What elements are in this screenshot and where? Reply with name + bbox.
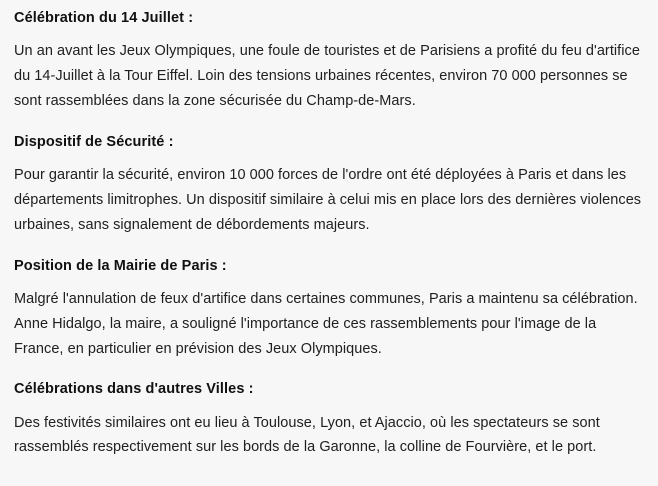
section-paragraph: Des festivités similaires ont eu lieu à Toulouse, Lyon, et Ajaccio, où les spectateurs se sont rassemblés respectivement sur les bords de la Garonne, la colline de Fourvière, et le port. (14, 414, 600, 456)
document-section (14, 256, 644, 362)
section-paragraph: Un an avant les Jeux Olympiques, une foule de touristes et de Parisiens a profité du feu d'artifice du 14-Juillet à la Tour Eiffel. Loin des tensions urbaines récentes, environ 70 000 personnes se sont rassemblées dans la zone sécurisée du Champ-de-Mars. (14, 43, 640, 109)
section-heading: Célébration du 14 Juillet : (14, 10, 194, 26)
document-section (14, 132, 644, 238)
section-paragraph: Pour garantir la sécurité, environ 10 000 forces de l'ordre ont été déployées à Paris et dans les départements limitrophes. Un dispositif similaire à celui mis en place lors des dernières violences urbaines, sans signalement de débordements majeurs. (14, 166, 642, 233)
section-heading: Position de la Mairie de Paris : (14, 257, 227, 274)
section-heading: Dispositif de Sécurité : (14, 133, 174, 150)
section-heading: Célébrations dans d'autres Villes : (14, 381, 254, 398)
document-section (14, 8, 644, 114)
section-paragraph: Malgré l'annulation de feux d'artifice dans certaines communes, Paris a maintenu sa célébration. Anne Hidalgo, la maire, a souligné l'importance de ces rassemblements pour l'image de la France, en particulier en prévision des Jeux Olympiques. (14, 290, 638, 357)
document-section (14, 379, 644, 460)
